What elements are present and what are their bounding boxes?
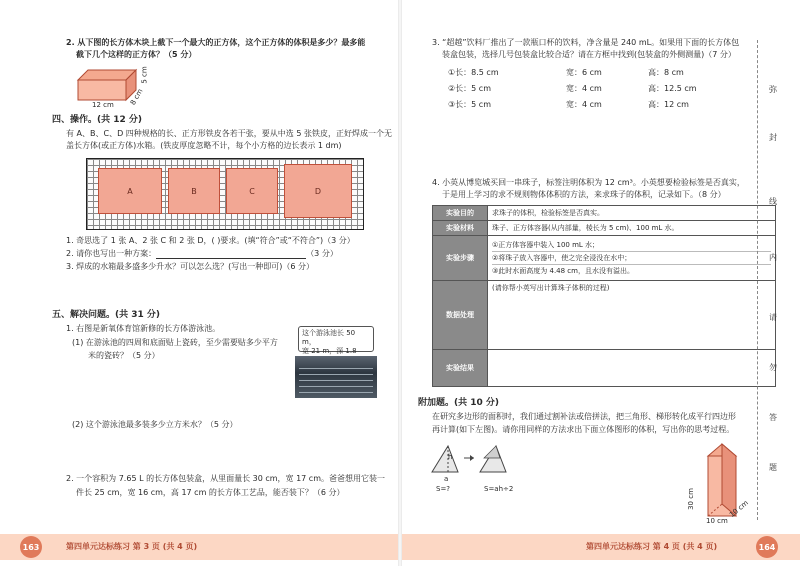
- side-char: 线: [769, 197, 777, 206]
- table-cell-data[interactable]: (请你帮小英写出计算珠子体积的过程): [488, 281, 776, 350]
- page-fold: [398, 0, 402, 566]
- table-header: 数据处理: [433, 281, 488, 350]
- s5-q1b: (2) 这个游泳池最多装多少立方米水？（5 分）: [72, 420, 238, 429]
- bonus-text-2: 再计算(如下左图)。请你用同样的方法求出下面立体图形的体积，写出你的思考过程。: [432, 425, 735, 434]
- cube-length: 12 cm: [92, 101, 114, 109]
- sheet-a: A: [98, 168, 162, 214]
- table-row: [433, 206, 776, 221]
- tri-s: S=?: [436, 485, 451, 493]
- bonus-title: 附加题。(共 10 分): [418, 398, 500, 408]
- s4-q2: 2. 请你也写出一种方案： （3 分）: [66, 249, 338, 258]
- q4-text-2: 于是用上学习的求不规则物体体积的方法，来求珠子的体积，记录如下。（8 分）: [442, 190, 726, 199]
- triangle-transform-figure: [428, 440, 514, 480]
- experiment-table: [432, 205, 776, 387]
- table-header: 实验步骤: [433, 236, 488, 281]
- option-3-l: ③长：5 cm: [448, 100, 491, 109]
- side-char: 题: [769, 463, 777, 472]
- s4-q1: 1. 奇思选了 1 张 A、2 张 C 和 2 张 D，( )要求。(填“符合”或“不符合”)（3 分）: [66, 236, 355, 245]
- tri-h: h: [448, 453, 453, 461]
- prism-height: 30 cm: [686, 488, 695, 510]
- seal-line: [757, 40, 758, 520]
- page-number-right: 164: [756, 536, 778, 558]
- table-cell-result[interactable]: [488, 350, 776, 387]
- table-row: [433, 350, 776, 387]
- side-char: 答: [769, 413, 777, 422]
- tri-formula: S=ah÷2: [484, 485, 514, 493]
- table-row: [433, 236, 776, 281]
- option-1-l: ①长：8.5 cm: [448, 68, 499, 77]
- s5-q2-a: 2. 一个容积为 7.65 L 的长方体包装盒，从里面量长 30 cm，宽 17 cm。爸爸想用它装一: [66, 474, 385, 483]
- s4-q3: 3. 焊成的水箱最多盛多少升水？可以怎么选？(写出一种即可)（6 分）: [66, 262, 315, 271]
- section4-text-1: 有 A、B、C、D 四种规格的长、正方形铁皮各若干张，要从中选 5 张铁皮，正好焊成一个无: [66, 129, 392, 138]
- option-3-w: 宽：4 cm: [566, 100, 602, 109]
- side-char: 内: [769, 253, 777, 262]
- table-cell: 求珠子的体积，检验标签是否真实。: [488, 206, 776, 221]
- table-row: [433, 281, 776, 350]
- sheet-b: B: [168, 168, 220, 214]
- q2-text: 2. 从下图的长方体木块上截下一个最大的正方体，这个正方体的体积是多少？最多能: [66, 38, 366, 47]
- option-2-h: 高：12.5 cm: [648, 84, 697, 93]
- q4-text-1: 4. 小英从博览城买回一串珠子，标签注明体积为 12 cm³。小英想要检验标签是否真实，: [432, 178, 745, 187]
- sheet-c: C: [226, 168, 278, 214]
- table-header: 实验结果: [433, 350, 488, 387]
- table-header: 实验材料: [433, 221, 488, 236]
- option-1-w: 宽：6 cm: [566, 68, 602, 77]
- cube-width: 8 cm: [128, 87, 145, 107]
- footer-right-text: 第四单元达标练习 第 4 页 (共 4 页): [586, 542, 718, 551]
- option-3-h: 高：12 cm: [648, 100, 689, 109]
- table-cell: 珠子、正方体容器(从内部量，棱长为 5 cm)、100 mL 水。: [488, 221, 776, 236]
- page-number-left: 163: [20, 536, 42, 558]
- q3-text-1: 3. “超越”饮料厂推出了一款瓶口杯的饮料，净含量是 240 mL。如果用下面的长方体包: [432, 38, 740, 47]
- section5-title: 五、解决问题。(共 31 分): [52, 310, 161, 320]
- prism-base-b: 10 cm: [727, 498, 750, 520]
- section4-title: 四、操作。(共 12 分): [52, 115, 143, 125]
- section4-text-2: 盖长方体(或正方体)水箱。(铁皮厚度忽略不计，每个小方格的边长表示 1 dm): [66, 141, 342, 150]
- bonus-text-1: 在研究多边形的面积时，我们通过割补法或倍拼法，把三角形、梯形转化成平行四边形: [432, 412, 736, 421]
- prism-base-a: 10 cm: [706, 517, 728, 525]
- s5-q1: 1. 右图是新氧体育馆新修的长方体游泳池。: [66, 324, 221, 333]
- side-char: 封: [769, 133, 777, 142]
- s5-q1a-2: 米的瓷砖？（5 分）: [88, 351, 160, 360]
- s5-q2-b: 件长 25 cm，宽 16 cm，高 17 cm 的长方体工艺品，能否装下？（6 分）: [76, 488, 345, 497]
- option-1-h: 高：8 cm: [648, 68, 684, 77]
- answer-line[interactable]: [156, 250, 306, 259]
- side-char: 勿: [769, 363, 777, 372]
- pool-photo: [295, 356, 377, 398]
- q2-text-2: 截下几个这样的正方体？（5 分）: [76, 50, 197, 59]
- option-2-w: 宽：4 cm: [566, 84, 602, 93]
- footer-left: [0, 534, 398, 560]
- sheet-d: D: [284, 164, 352, 218]
- speech-bubble: 这个游泳池长 50 m， 宽 21 m，深 1.8: [298, 326, 374, 352]
- side-char: 弥: [769, 85, 777, 94]
- q3-text-2: 装盒包装，选择几号包装盒比较合适？请在方框中找到(包装盒的外侧测量)（7 分）: [442, 50, 736, 59]
- option-2-l: ②长：5 cm: [448, 84, 491, 93]
- table-row: [433, 221, 776, 236]
- s5-q1a: (1) 在游泳池的四周和底面贴上瓷砖，至少需要贴多少平方: [72, 338, 278, 347]
- table-header: 实验目的: [433, 206, 488, 221]
- tri-a: a: [444, 475, 449, 483]
- table-cell: ①正方体容器中装入 100 mL 水； ②将珠子放入容器中，使之完全浸没在水中； ③此时水面高度为 4.48 cm，且水没有溢出。: [488, 236, 776, 281]
- side-char: 请: [769, 313, 777, 322]
- cube-height: 5 cm: [140, 66, 149, 84]
- footer-left-text: 第四单元达标练习 第 3 页 (共 4 页): [66, 542, 198, 551]
